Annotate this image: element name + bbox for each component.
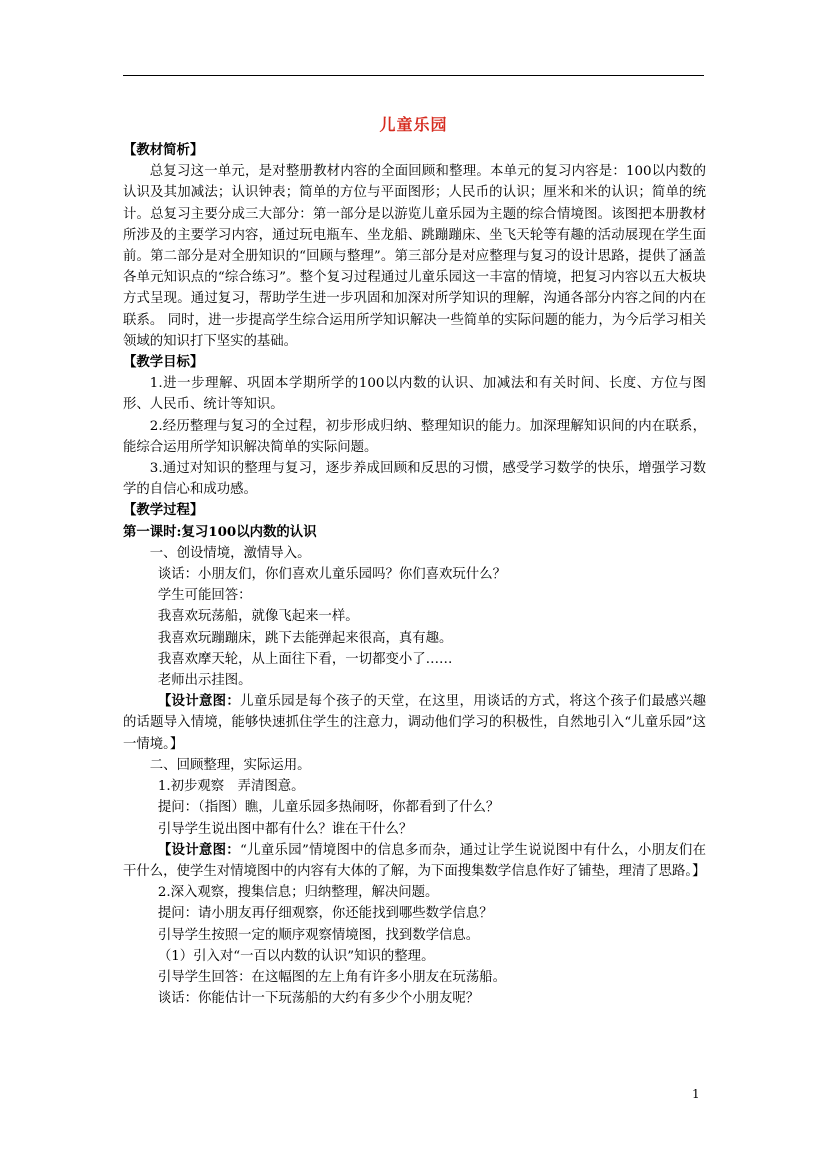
sub-step-heading: 1.初步观察 弄清图意。: [157, 779, 305, 795]
dialogue-line: 谈话：你能估计一下玩荡船的大约有多少个小朋友呢？: [157, 991, 480, 1007]
dialogue-line: 提问：（指图）瞧，儿童乐园多热闹呀，你都看到了什么？: [157, 800, 500, 816]
document-title: 儿童乐园: [379, 115, 448, 134]
step-heading: 二、回顾整理，实际运用。: [149, 757, 311, 773]
page-number: 1: [692, 1087, 700, 1101]
design-intent-label: 【设计意图：: [157, 693, 241, 710]
dialogue-line: 学生可能回答：: [157, 588, 252, 604]
dialogue-line: 引导学生按照一定的顺序观察情境图，找到数学信息。: [157, 927, 480, 943]
section-heading-process: 【教学过程】: [123, 502, 204, 519]
dialogue-line: 我喜欢摩天轮，从上面往下看，一切都变小了……: [157, 651, 453, 667]
analysis-paragraph: 总复习这一单元，是对整册教材内容的全面回顾和整理。本单元的复习内容是：100以内数的认识及其加减法；认识钟表；简单的方位与平面图形；人民币的认识；厘米和米的认识；简单的统计。总复习主要分成三大部分：第一部分是以游览儿童乐园为主题的综合情境图。该图把本册教材所涉及的主要学习内容，通过玩电瓶车、坐龙船、跳蹦蹦床、坐飞天轮等有趣的活动展现在学生面前。第二部分是对全册知识的“回顾与整理”。第三部分是对应整理与复习的设计思路，提供了涵盖各单元知识点的“综合练习”。整个复习过程通过儿童乐园这一丰富的情境，把复习内容以五大板块方式呈现。通过复习，帮助学生进一步巩固和加深对所学知识的理解，沟通各部分内容之间的内在联系。 同时，进一步提高学生综合运用所学知识解决一些简单的实际问题的能力，为今后学习相关领域的知识打下坚实的基础。: [123, 164, 706, 349]
dialogue-line: 提问：请小朋友再仔细观察，你还能找到哪些数学信息？: [157, 906, 493, 922]
goal-item: 1.进一步理解、巩固本学期所学的100以内数的认识、加减法和有关时间、长度、方位与图形、人民币、统计等知识。: [123, 376, 706, 413]
sub-step-heading: 2.深入观察，搜集信息；归纳整理，解决问题。: [157, 885, 439, 901]
header-rule: [123, 75, 704, 76]
dialogue-line: 引导学生说出图中都有什么？谁在干什么？: [157, 821, 413, 837]
dialogue-line: 我喜欢玩荡船，就像飞起来一样。: [157, 609, 359, 625]
design-intent-paragraph: [123, 840, 706, 882]
document-body: [123, 140, 706, 1009]
dialogue-line: 老师出示挂图。: [157, 673, 252, 689]
step-heading: 一、创设情境，激情导入。: [149, 545, 311, 561]
section-heading-analysis: 【教材简析】: [123, 142, 204, 158]
design-intent-text: 儿童乐园是每个孩子的天堂，在这里，用谈话的方式，将这个孩子们最感兴趣的话题导入情境，能够快速抓住学生的注意力，调动他们学习的积极性，自然地引入“儿童乐园”这一情境。】: [123, 694, 707, 752]
dialogue-line: 引导学生回答：在这幅图的左上角有许多小朋友在玩荡船。: [157, 969, 506, 985]
goal-item: 2.经历整理与复习的全过程，初步形成归纳、整理知识的能力。加深理解知识间的内在联系，能综合运用所学知识解决简单的实际问题。: [123, 418, 706, 455]
dialogue-line: （1）引入对“一百以内数的认识”知识的整理。: [157, 948, 435, 964]
design-intent-label: 【设计意图：: [157, 841, 241, 858]
section-heading-goals: 【教学目标】: [123, 354, 204, 371]
dialogue-line: 我喜欢玩蹦蹦床，跳下去能弹起来很高，真有趣。: [157, 630, 453, 646]
dialogue-line: 谈话：小朋友们，你们喜欢儿童乐园吗？你们喜欢玩什么？: [157, 567, 506, 583]
design-intent-text: “儿童乐园”情境图中的信息多而杂，通过让学生说说图中有什么，小朋友们在干什么，使学生对情境图中的内容有大体的了解，为下面搜集数学信息作好了铺垫，理清了思路。】: [123, 842, 706, 879]
goal-item: 3.通过对知识的整理与复习，逐步养成回顾和反思的习惯，感受学习数学的快乐，增强学习数学的自信心和成功感。: [123, 461, 706, 498]
lesson-title: 第一课时:复习100以内数的认识: [123, 523, 317, 540]
design-intent-paragraph: [123, 691, 706, 755]
